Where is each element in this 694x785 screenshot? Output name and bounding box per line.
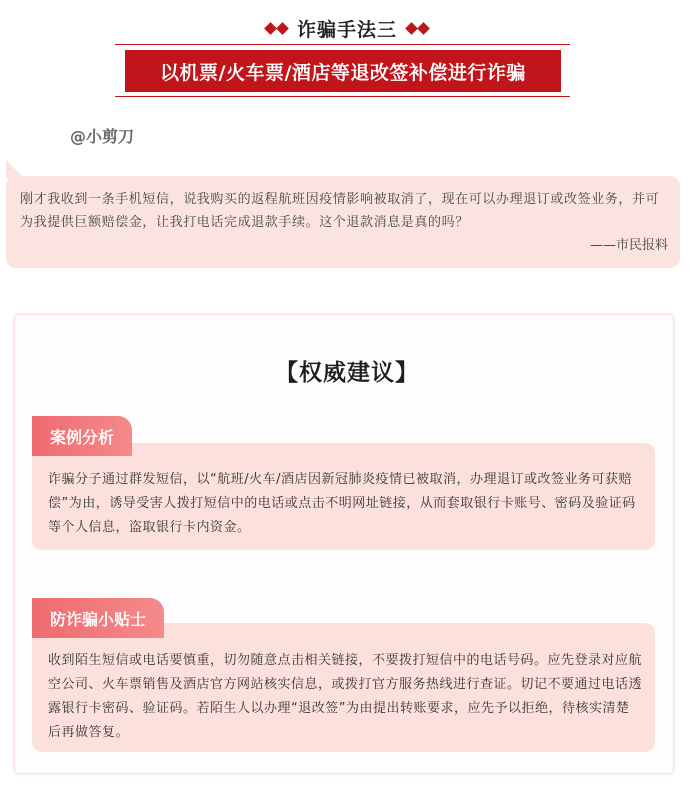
section-header bbox=[0, 14, 694, 42]
quote-signature: ——市民报料 bbox=[589, 238, 668, 253]
anti-fraud-tips-text: 收到陌生短信或电话要慎重，切勿随意点击相关链接，不要拨打短信中的电话号码。应先登录对应航空公司、火车票销售及酒店官方网站核实信息，或拨打官方服务热线进行查证。切记不要通过电话透露银行卡密码、验证码。若陌生人以办理“退改签”为由提出转账要求，应先予以拒绝，待核实清楚后再做答复。 bbox=[48, 653, 643, 740]
author-name: @小剪刀 bbox=[70, 127, 135, 146]
quote-text: 刚才我收到一条手机短信，说我购买的返程航班因疫情影响被取消了，现在可以办理退订或改签业务，并可为我提供巨额赔偿金，让我打电话完成退款手续。这个退款消息是真的吗？ bbox=[20, 192, 660, 230]
advice-title: 【权威建议】 bbox=[275, 360, 419, 386]
diamond-right-icon bbox=[407, 24, 428, 33]
anti-fraud-tips-tag: 防诈骗小贴士 bbox=[32, 598, 164, 638]
section-title: 诈骗手法三 bbox=[296, 18, 397, 41]
title-banner: 以机票/火车票/酒店等退改签补偿进行诈骗 bbox=[125, 50, 561, 92]
diamond-left-icon bbox=[266, 24, 287, 33]
top-rule bbox=[115, 44, 570, 45]
case-analysis-tag: 案例分析 bbox=[32, 416, 132, 456]
case-analysis-text: 诈骗分子通过群发短信，以“航班/火车/酒店因新冠肺炎疫情已被取消，办理退订或改签业务可获赔偿”为由，诱导受害人拨打短信中的电话或点击不明网址链接，从而套取银行卡账号、密码及验证码等个人信息，盗取银行卡内资金。 bbox=[48, 472, 636, 535]
bottom-rule bbox=[115, 96, 570, 97]
